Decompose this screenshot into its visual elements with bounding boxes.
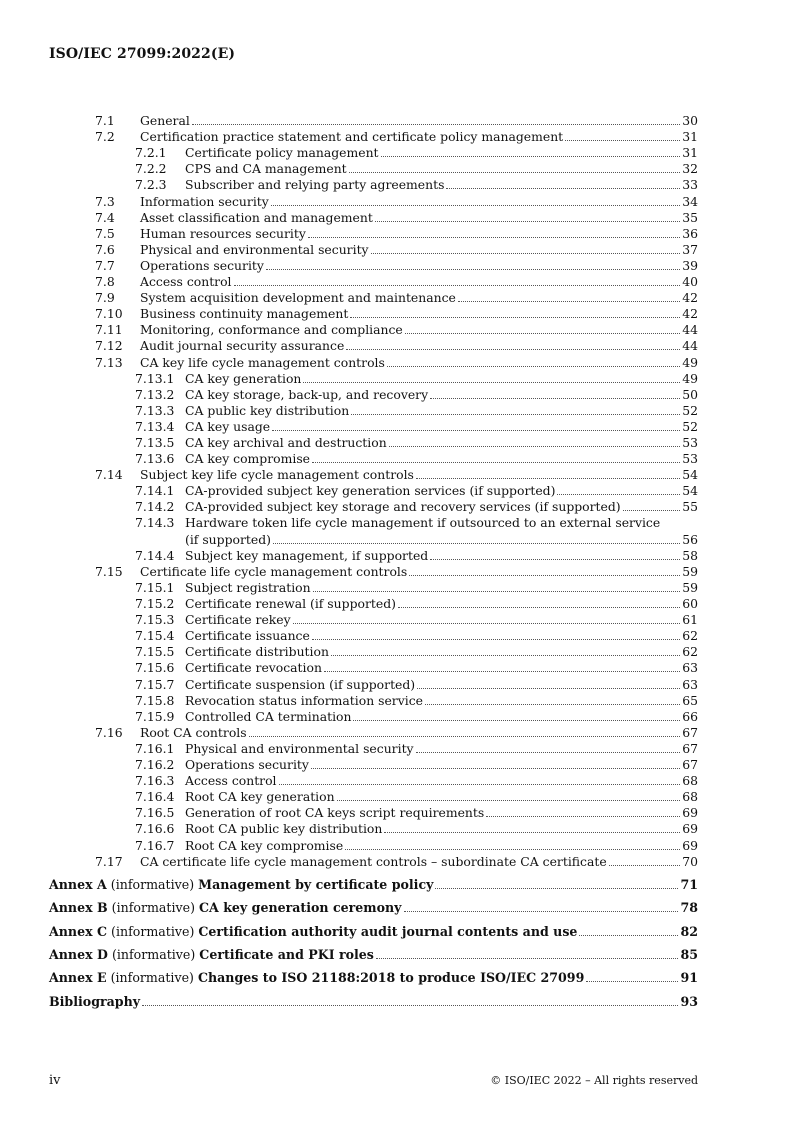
toc-entry[interactable] bbox=[135, 547, 698, 563]
dot-leader bbox=[279, 783, 681, 785]
toc-entry-title: CA public key distribution bbox=[185, 402, 350, 418]
toc-entry[interactable] bbox=[135, 627, 698, 643]
dot-leader bbox=[303, 381, 680, 383]
dot-leader bbox=[430, 397, 680, 399]
annex-page: 82 bbox=[680, 923, 698, 939]
dot-leader bbox=[609, 864, 681, 866]
toc-entry-number: 7.4 bbox=[95, 209, 115, 225]
toc-entry-number: 7.15.6 bbox=[135, 660, 175, 676]
toc-entry-number: 7.16 bbox=[95, 724, 123, 740]
toc-entry-page: 59 bbox=[682, 579, 698, 595]
dot-leader bbox=[337, 799, 681, 801]
toc-entry-page: 58 bbox=[682, 547, 698, 563]
toc-entry-title: Subject key life cycle management controls bbox=[140, 467, 414, 483]
dot-leader bbox=[417, 687, 680, 689]
toc-entry-title: Certificate suspension (if supported) bbox=[185, 676, 416, 692]
toc-entry-number: 7.13.6 bbox=[135, 451, 175, 467]
annex-entry[interactable] bbox=[49, 876, 698, 892]
toc-entry-page: 34 bbox=[682, 193, 698, 209]
bibliography-title: Bibliography bbox=[49, 993, 141, 1009]
copyright-notice: © ISO/IEC 2022 – All rights reserved bbox=[490, 1074, 698, 1087]
toc-entry-page: 69 bbox=[682, 821, 698, 837]
dot-leader bbox=[376, 957, 679, 959]
toc-entry-title: Human resources security bbox=[140, 225, 306, 241]
toc-entry-number: 7.13.2 bbox=[135, 386, 175, 402]
toc-entry[interactable] bbox=[135, 595, 698, 611]
annex-page: 78 bbox=[680, 900, 698, 916]
dot-leader bbox=[384, 831, 680, 833]
annex-type: (informative) bbox=[111, 946, 196, 962]
toc-entry[interactable] bbox=[95, 112, 698, 128]
toc-entry-page: 66 bbox=[682, 708, 698, 724]
toc-entry-title: CA-provided subject key generation services (if supported) bbox=[185, 483, 556, 499]
toc-entry-title: Business continuity management bbox=[140, 306, 349, 322]
toc-entry-title: General bbox=[140, 113, 190, 128]
toc-entry-title: Revocation status information service bbox=[185, 692, 423, 708]
toc-entry-page: 69 bbox=[682, 837, 698, 853]
toc-entry-title: Physical and environmental security bbox=[185, 740, 414, 756]
dot-leader bbox=[381, 155, 681, 157]
toc-entry-page: 54 bbox=[682, 483, 698, 499]
toc-entry[interactable] bbox=[135, 772, 698, 788]
toc-entry-page: 67 bbox=[682, 757, 698, 772]
dot-leader bbox=[346, 348, 680, 350]
toc-entry[interactable] bbox=[135, 740, 698, 756]
annex-label: Annex D bbox=[49, 946, 108, 962]
toc-entry-title: Certificate renewal (if supported) bbox=[185, 596, 396, 611]
toc-entry-title: Operations security bbox=[185, 757, 309, 772]
toc-entry-title: System acquisition development and maintenance bbox=[140, 290, 456, 306]
toc-entry-page: 68 bbox=[682, 789, 698, 805]
toc-entry-page: 59 bbox=[682, 563, 698, 579]
toc-entry-number: 7.13 bbox=[95, 354, 123, 370]
dot-leader bbox=[273, 542, 680, 544]
dot-leader bbox=[311, 767, 680, 769]
annex-entry[interactable] bbox=[49, 946, 698, 962]
toc-entry-page: 63 bbox=[682, 660, 698, 676]
dot-leader bbox=[416, 477, 680, 479]
toc-entry-number: 7.16.4 bbox=[135, 789, 175, 805]
dot-leader bbox=[312, 638, 680, 640]
dot-leader bbox=[416, 751, 681, 753]
toc-entry-title: Root CA public key distribution bbox=[185, 821, 383, 837]
toc-entry-continuation[interactable] bbox=[185, 531, 698, 547]
toc-entry-title: Access control bbox=[140, 274, 232, 289]
toc-entry-title: CA key archival and destruction bbox=[185, 435, 387, 450]
toc-entry[interactable] bbox=[135, 482, 698, 498]
toc-entry[interactable] bbox=[95, 466, 698, 482]
toc-entry-number: 7.15.8 bbox=[135, 692, 175, 708]
dot-leader bbox=[565, 139, 680, 141]
toc-entry-title: Root CA controls bbox=[140, 724, 247, 740]
dot-leader bbox=[446, 187, 680, 189]
bibliography-entry[interactable] bbox=[49, 993, 698, 1009]
dot-leader bbox=[293, 622, 681, 624]
toc-entry[interactable] bbox=[95, 853, 698, 869]
annex-label: Annex E bbox=[49, 970, 107, 986]
annex-title: Management by certificate policy bbox=[198, 876, 434, 892]
annex-entry[interactable] bbox=[49, 969, 698, 985]
toc-entry-number: 7.2.1 bbox=[135, 145, 167, 161]
toc-entry-number: 7.15.5 bbox=[135, 644, 175, 660]
toc-entry-page: 52 bbox=[682, 402, 698, 418]
annex-page: 71 bbox=[680, 876, 698, 892]
toc-entry[interactable] bbox=[135, 837, 698, 853]
toc-entry[interactable] bbox=[95, 225, 698, 241]
dot-leader bbox=[351, 413, 680, 415]
toc-entry-number: 7.2 bbox=[95, 129, 115, 145]
toc-entry-page: 39 bbox=[682, 257, 698, 273]
toc-entry-title: Certificate issuance bbox=[185, 628, 310, 644]
toc-entry-page: 69 bbox=[682, 805, 698, 821]
toc-entry-page: 44 bbox=[682, 338, 698, 354]
annex-title: Certification authority audit journal contents and use bbox=[198, 923, 578, 939]
toc-entry[interactable] bbox=[135, 788, 698, 804]
dot-leader bbox=[579, 934, 678, 936]
toc-entry-title: Physical and environmental security bbox=[140, 241, 369, 257]
toc-entry-title: CA-provided subject key storage and recovery services (if supported) bbox=[185, 499, 621, 515]
toc-entry-title: Subject key management, if supported bbox=[185, 547, 429, 563]
toc-entry-number: 7.16.3 bbox=[135, 773, 175, 789]
toc-entry[interactable] bbox=[95, 354, 698, 370]
dot-leader bbox=[623, 509, 681, 511]
dot-leader bbox=[142, 1004, 678, 1006]
toc-entry-page: 70 bbox=[682, 853, 698, 869]
toc-entry-page: 40 bbox=[682, 274, 698, 289]
toc-entry-page: 63 bbox=[682, 676, 698, 692]
dot-leader bbox=[389, 445, 681, 447]
toc-entry-number: 7.12 bbox=[95, 338, 123, 354]
dot-leader bbox=[312, 461, 680, 463]
toc-entry-title: Subject registration bbox=[185, 579, 311, 595]
toc-entry[interactable] bbox=[135, 498, 698, 514]
dot-leader bbox=[308, 236, 680, 238]
toc-entry[interactable] bbox=[95, 321, 698, 337]
toc-entry-page: 53 bbox=[682, 435, 698, 450]
toc-entry-number: 7.13.4 bbox=[135, 418, 175, 434]
toc-entry-number: 7.16.6 bbox=[135, 821, 175, 837]
toc-entry-title: CA key generation bbox=[185, 370, 302, 386]
dot-leader bbox=[192, 123, 680, 125]
dot-leader bbox=[313, 590, 681, 592]
toc-entry-title: Certificate life cycle management controls bbox=[140, 563, 408, 579]
dot-leader bbox=[249, 735, 681, 737]
toc-entry-page: 53 bbox=[682, 451, 698, 467]
bibliography-page: 93 bbox=[680, 993, 698, 1009]
dot-leader bbox=[350, 316, 680, 318]
toc-entry-number: 7.2.2 bbox=[135, 161, 167, 177]
dot-leader bbox=[324, 670, 680, 672]
toc-entry-page: 62 bbox=[682, 644, 698, 660]
dot-leader bbox=[345, 848, 680, 850]
toc-entry-page: 50 bbox=[682, 386, 698, 402]
toc-entry[interactable] bbox=[135, 820, 698, 836]
page-number: iv bbox=[49, 1073, 61, 1088]
toc-entry-number: 7.9 bbox=[95, 290, 115, 306]
toc-entry-page: 65 bbox=[682, 692, 698, 708]
dot-leader bbox=[398, 606, 680, 608]
toc-entry[interactable] bbox=[135, 434, 698, 450]
dot-leader bbox=[371, 252, 681, 254]
toc-entry-title: Certificate distribution bbox=[185, 644, 329, 660]
toc-entry-title: Root CA key compromise bbox=[185, 837, 344, 853]
toc-entry-number: 7.2.3 bbox=[135, 177, 167, 193]
toc-entry-page: 67 bbox=[682, 724, 698, 740]
annex-entry[interactable] bbox=[49, 899, 698, 915]
toc-entry-title: Controlled CA termination bbox=[185, 708, 352, 724]
toc-entry[interactable] bbox=[135, 676, 698, 692]
toc-entry-page: 49 bbox=[682, 354, 698, 370]
toc-entry[interactable] bbox=[135, 418, 698, 434]
toc-entry[interactable] bbox=[95, 209, 698, 225]
toc-entry[interactable] bbox=[135, 160, 698, 176]
toc-entry[interactable] bbox=[95, 305, 698, 321]
toc-entry-page: 67 bbox=[682, 740, 698, 756]
toc-entry[interactable] bbox=[135, 176, 698, 192]
toc-entry-number: 7.14.1 bbox=[135, 483, 175, 499]
toc-entry-number: 7.15.3 bbox=[135, 612, 175, 628]
annex-label: Annex A bbox=[49, 876, 107, 892]
toc-entry[interactable] bbox=[135, 804, 698, 820]
toc-entry-number: 7.16.7 bbox=[135, 837, 175, 853]
toc-entry-title: Asset classification and management bbox=[140, 209, 373, 225]
toc-entry-page: 42 bbox=[682, 290, 698, 306]
dot-leader bbox=[272, 429, 680, 431]
toc-entry-title: Certificate revocation bbox=[185, 660, 322, 676]
annex-type: (informative) bbox=[110, 970, 194, 986]
toc-entry-page: 56 bbox=[682, 531, 698, 547]
toc-entry-page: 31 bbox=[682, 145, 698, 161]
toc-entry-number: 7.16.1 bbox=[135, 740, 175, 756]
toc-entry[interactable] bbox=[135, 692, 698, 708]
toc-entry-page: 52 bbox=[682, 418, 698, 434]
toc-entry-title: Operations security bbox=[140, 257, 264, 273]
dot-leader bbox=[425, 703, 680, 705]
toc-entry-page: 30 bbox=[682, 113, 698, 128]
toc-entry[interactable] bbox=[95, 193, 698, 209]
toc-entry[interactable] bbox=[95, 289, 698, 305]
dot-leader bbox=[353, 719, 680, 721]
annex-entry[interactable] bbox=[49, 923, 698, 939]
toc-entry[interactable] bbox=[135, 643, 698, 659]
toc-entry-title: Root CA key generation bbox=[185, 789, 335, 805]
toc-entry-title: CA key compromise bbox=[185, 451, 311, 467]
toc-entry-number: 7.3 bbox=[95, 193, 115, 209]
toc-entry[interactable] bbox=[135, 450, 698, 466]
toc-entry-page: 44 bbox=[682, 322, 698, 338]
dot-leader bbox=[435, 887, 678, 889]
toc-entry-number: 7.14.4 bbox=[135, 547, 175, 563]
toc-entry-number: 7.6 bbox=[95, 241, 115, 257]
toc-entry-page: 54 bbox=[682, 467, 698, 483]
toc-entry-page: 62 bbox=[682, 628, 698, 644]
toc-entry-number: 7.15 bbox=[95, 563, 123, 579]
toc-entry-number: 7.15.7 bbox=[135, 676, 175, 692]
toc-entry[interactable] bbox=[135, 659, 698, 675]
annex-title: CA key generation ceremony bbox=[199, 900, 402, 916]
toc-entry-title: Certificate policy management bbox=[185, 145, 379, 161]
dot-leader bbox=[271, 204, 680, 206]
toc-entry-title: Certification practice statement and certificate policy management bbox=[140, 129, 564, 145]
toc-entry[interactable] bbox=[95, 257, 698, 273]
toc-entry[interactable] bbox=[135, 611, 698, 627]
toc-entry-number: 7.5 bbox=[95, 225, 115, 241]
toc-entry-number: 7.14.2 bbox=[135, 499, 175, 515]
dot-leader bbox=[266, 268, 680, 270]
toc-entry[interactable] bbox=[135, 370, 698, 386]
toc-entry-title: Generation of root CA keys script requirements bbox=[185, 805, 485, 821]
toc-entry-title: CPS and CA management bbox=[185, 161, 347, 177]
toc-entry-number: 7.13.3 bbox=[135, 402, 175, 418]
toc-entry[interactable] bbox=[135, 144, 698, 160]
annex-title: Certificate and PKI roles bbox=[199, 946, 374, 962]
toc-entry-title: CA key storage, back-up, and recovery bbox=[185, 386, 429, 402]
toc-entry-number: 7.15.4 bbox=[135, 628, 175, 644]
dot-leader bbox=[404, 910, 679, 912]
toc-entry[interactable] bbox=[95, 563, 698, 579]
dot-leader bbox=[375, 220, 680, 222]
dot-leader bbox=[331, 654, 680, 656]
toc-entry[interactable] bbox=[95, 337, 698, 353]
toc-entry-page: 32 bbox=[682, 161, 698, 177]
toc-entry-title: Audit journal security assurance bbox=[140, 338, 345, 354]
toc-entry-page: 31 bbox=[682, 129, 698, 145]
dot-leader bbox=[557, 493, 680, 495]
dot-leader bbox=[430, 558, 680, 560]
toc-entry-number: 7.13.1 bbox=[135, 370, 175, 386]
annex-page: 85 bbox=[680, 946, 698, 962]
annex-label: Annex C bbox=[49, 923, 108, 939]
dot-leader bbox=[409, 574, 680, 576]
toc-entry[interactable] bbox=[135, 579, 698, 595]
toc-entry-number: 7.14 bbox=[95, 467, 123, 483]
annex-type: (informative) bbox=[110, 876, 195, 892]
toc-entry-number: 7.15.1 bbox=[135, 579, 175, 595]
toc-entry-number: 7.8 bbox=[95, 274, 115, 289]
toc-entry-number: 7.17 bbox=[95, 853, 123, 869]
toc-entry[interactable] bbox=[95, 241, 698, 257]
dot-leader bbox=[387, 365, 680, 367]
toc-entry[interactable] bbox=[135, 402, 698, 418]
toc-entry-number: 7.15.2 bbox=[135, 596, 175, 611]
toc-entry-number: 7.7 bbox=[95, 257, 115, 273]
toc-entry-number: 7.15.9 bbox=[135, 708, 175, 724]
toc-entry[interactable] bbox=[135, 756, 698, 772]
toc-entry-page: 42 bbox=[682, 306, 698, 322]
annex-type: (informative) bbox=[111, 923, 195, 939]
toc-entry-title: CA key life cycle management controls bbox=[140, 354, 385, 370]
toc-entry-number: 7.16.5 bbox=[135, 805, 175, 821]
toc-entry-title: Certificate rekey bbox=[185, 612, 291, 628]
toc-entry-page: 49 bbox=[682, 370, 698, 386]
annex-type: (informative) bbox=[111, 900, 195, 916]
document-header: ISO/IEC 27099:2022(E) bbox=[49, 46, 236, 62]
toc-entry-page: 55 bbox=[682, 499, 698, 515]
toc-entry-title: CA certificate life cycle management controls – subordinate CA certificate bbox=[140, 853, 607, 869]
annex-page: 91 bbox=[680, 970, 698, 986]
toc-entry-title: Subscriber and relying party agreements bbox=[185, 177, 445, 193]
toc-entry-number: 7.13.5 bbox=[135, 435, 175, 450]
toc-entry-title: Access control bbox=[185, 773, 277, 789]
toc-entry-number: 7.16.2 bbox=[135, 757, 175, 772]
toc-entry[interactable] bbox=[95, 724, 698, 740]
toc-entry[interactable] bbox=[95, 273, 698, 289]
toc-entry-page: 37 bbox=[682, 241, 698, 257]
toc-entry-page: 33 bbox=[682, 177, 698, 193]
toc-entry[interactable] bbox=[135, 386, 698, 402]
annex-label: Annex B bbox=[49, 900, 108, 916]
toc-entry-page: 35 bbox=[682, 209, 698, 225]
annex-title: Changes to ISO 21188:2018 to produce ISO/IEC 27099 bbox=[197, 970, 585, 986]
dot-leader bbox=[349, 171, 681, 173]
toc-entry[interactable] bbox=[135, 708, 698, 724]
toc-entry-title: CA key usage bbox=[185, 418, 271, 434]
toc-entry-page: 68 bbox=[682, 773, 698, 789]
dot-leader bbox=[405, 332, 680, 334]
dot-leader bbox=[586, 980, 678, 982]
dot-leader bbox=[486, 815, 680, 817]
toc-entry-title-continued: (if supported) bbox=[185, 531, 271, 547]
toc-entry-title: Information security bbox=[140, 193, 269, 209]
toc-entry-page: 36 bbox=[682, 225, 698, 241]
toc-entry[interactable] bbox=[95, 128, 698, 144]
toc-entry-title: Hardware token life cycle management if outsourced to an external service bbox=[185, 514, 661, 530]
toc-entry-page: 60 bbox=[682, 596, 698, 611]
toc-entry-number: 7.1 bbox=[95, 113, 115, 128]
toc-entry-number: 7.10 bbox=[95, 306, 123, 322]
toc-entry-number: 7.11 bbox=[95, 322, 123, 338]
toc-entry-title: Monitoring, conformance and compliance bbox=[140, 322, 403, 338]
dot-leader bbox=[234, 284, 681, 286]
toc-entry-number: 7.14.3 bbox=[135, 514, 175, 530]
toc-entry-page: 61 bbox=[682, 612, 698, 628]
dot-leader bbox=[458, 300, 680, 302]
